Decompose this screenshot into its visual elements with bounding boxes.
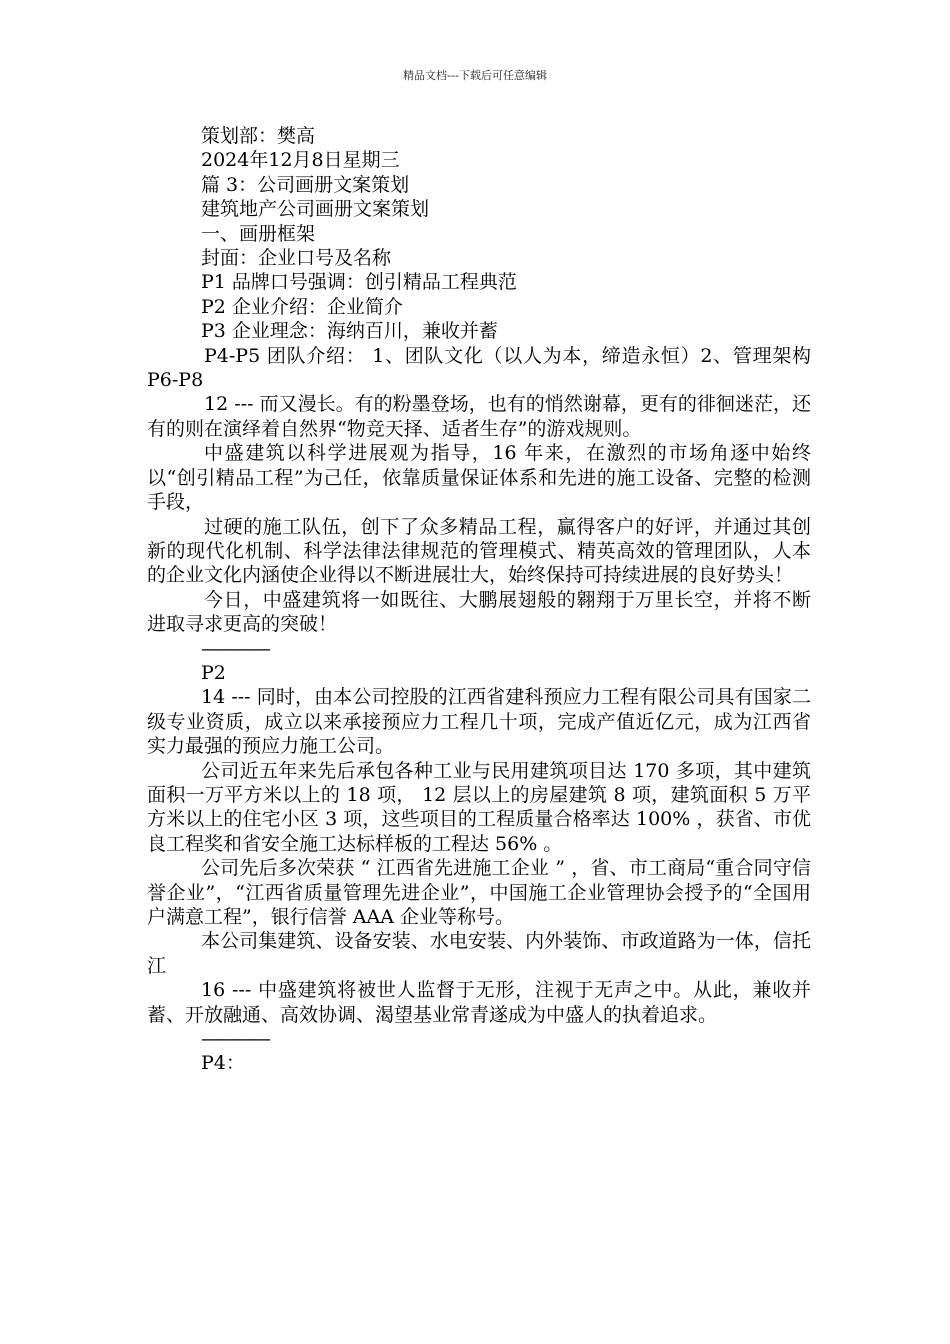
divider-rule: ———— (201, 1028, 269, 1051)
divider-rule: ———— (201, 637, 269, 660)
page-label-p2: P2 (201, 661, 226, 684)
document-body (147, 124, 811, 1076)
body-paragraph: 过硬的施工队伍，创下了众多精品工程，赢得客户的好评，并通过其创新的现代化机制、科学法律法律规范的管理模式、精英高效的管理团队，人本的企业文化内涵使企业得以不断进展壮大，始终保持可持续进展的良好势头！ (147, 515, 811, 587)
date-line: 2024年12月8日星期三 (201, 149, 400, 172)
chapter-title: 篇 3：公司画册文案策划 (201, 173, 410, 196)
body-paragraph: 本公司集建筑、设备安装、水电安装、内外装饰、市政道路为一体，信托江 (147, 930, 811, 977)
body-paragraph: 14 --- 同时，由本公司控股的江西省建科预应力工程有限公司具有国家二级专业资质，成立以来承接预应力工程几十项，完成产值近亿元，成为江西省实力最强的预应力施工公司。 (147, 686, 811, 758)
document-title: 建筑地产公司画册文案策划 (201, 198, 430, 221)
body-paragraph: 12 --- 而又漫长。有的粉墨登场，也有的悄然谢幕，更有的徘徊迷茫，还有的则在演绎着自然界“物竞天择、适者生存”的游戏规则。 (147, 393, 811, 440)
body-paragraph: 中盛建筑以科学进展观为指导，16 年来，在激烈的市场角逐中始终以“创引精品工程”为己任，依靠质量保证体系和先进的施工设备、完整的检测手段， (147, 442, 811, 514)
body-paragraph: 今日，中盛建筑将一如既往、大鹏展翅般的翱翔于万里长空，并将不断进取寻求更高的突破！ (147, 588, 811, 636)
team-intro-paragraph: P4-P5 团队介绍： 1、团队文化（以人为本，缔造永恒）2、管理架构 P6-P8 (147, 344, 811, 392)
section-heading: 一、画册框架 (201, 222, 316, 245)
p2-line: P2 企业介绍：企业简介 (201, 295, 403, 318)
body-paragraph: 16 --- 中盛建筑将被世人监督于无形，注视于无声之中。从此，兼收并蓄、开放融通、高效协调、渴望基业常青遂成为中盛人的执着追求。 (147, 979, 811, 1026)
page-label-p4: P4： (201, 1052, 245, 1075)
planning-dept-line: 策划部：樊高 (201, 125, 316, 147)
p1-line: P1 品牌口号强调：创引精品工程典范 (201, 271, 517, 294)
body-paragraph: 公司先后多次荣获 “ 江西省先进施工企业 ” ，省、市工商局“重合同守信誉企业”，“江西省质量管理先进企业”，中国施工企业管理协会授予的“全国用户满意工程”，银行信誉 AAA 企业等称号。 (147, 857, 811, 928)
cover-line: 封面：企业口号及名称 (201, 247, 392, 270)
body-paragraph: 公司近五年来先后承包各种工业与民用建筑项目达 170 多项，其中建筑面积一万平方米以上的 18 项， 12 层以上的房屋建筑 8 项，建筑面积 5 万平方米以上的住宅小区 3 项，这些项目的工程质量合格率达 100% ，获省、市优良工程奖和省安全施工达标样板的工程达 56% 。 (147, 759, 811, 855)
page-header: 精品文档---下载后可任意编辑 (403, 69, 547, 82)
p3-line: P3 企业理念：海纳百川，兼收并蓄 (201, 320, 498, 343)
